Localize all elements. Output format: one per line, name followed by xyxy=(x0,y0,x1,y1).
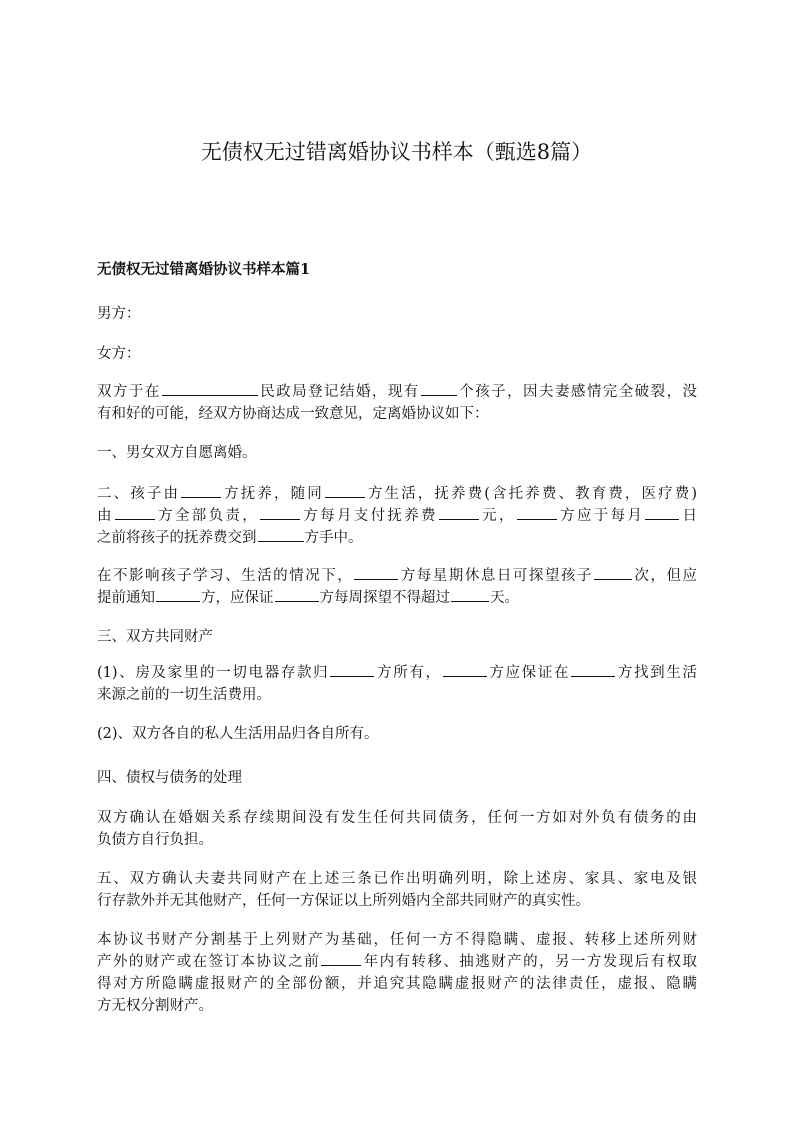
paragraph-line: 之前将孩子的抚养费交到 方手中。 xyxy=(97,527,697,549)
paragraph-line: (1)、房及家里的一切电器存款归 方所有， 方应保证在 方找到生活 xyxy=(97,662,697,684)
fill-blank xyxy=(443,662,487,677)
paragraph-line: 五、双方确认夫妻共同财产在上述三条已作出明确列明，除上述房、家具、家电及银 xyxy=(97,871,697,887)
child-custody-paragraph xyxy=(97,483,697,549)
paragraph-line: 二、孩子由 方抚养，随同 方生活，抚养费(含托养费、教育费，医疗费) xyxy=(97,483,697,505)
fill-blank xyxy=(571,662,615,677)
document-title: 无债权无过错离婚协议书样本（甄选8篇） xyxy=(200,140,593,164)
clause-three: 三、双方共同财产 xyxy=(97,629,213,645)
paragraph-line: 双方确认在婚姻关系存续期间没有发生任何共同债务，任何一方如对外负有债务的由 xyxy=(97,810,697,826)
paragraph-line: 产外的财产或在签订本协议之前 年内有转移、抽逃财产的，另一方发现后有权取 xyxy=(97,951,697,973)
fill-blank xyxy=(258,527,304,542)
paragraph-line: 来源之前的一切生活费用。 xyxy=(97,687,271,703)
paragraph-line: 行存款外并无其他财产，任何一方保证以上所列婚内全部共同财产的真实性。 xyxy=(97,893,590,909)
fill-blank xyxy=(321,951,361,966)
paragraph-line: 本协议书财产分割基于上列财产为基础，任何一方不得隐瞒、虚报、转移上述所列财 xyxy=(97,932,697,948)
fill-blank xyxy=(156,587,200,602)
paragraph-line: 有和好的可能，经双方协商达成一致意见，定离婚协议如下： xyxy=(97,406,489,422)
fill-blank xyxy=(439,505,479,520)
fill-blank xyxy=(645,505,679,520)
fill-blank xyxy=(260,505,300,520)
paragraph-line: 得对方所隐瞒虚报财产的全部份额，并追究其隐瞒虚报财产的法律责任，虚报、隐瞒 xyxy=(97,976,697,992)
debt-paragraph xyxy=(97,807,697,851)
fill-blank xyxy=(162,381,258,396)
personal-items-paragraph: (2)、双方各自的私人生活用品归各自所有。 xyxy=(97,726,379,742)
clause-five-paragraph xyxy=(97,868,697,912)
paragraph-line: 负债方自行负担。 xyxy=(97,832,213,848)
paragraph-line: 提前通知 方，应保证 方每周探望不得超过 天。 xyxy=(97,587,697,609)
paragraph-line: 在不影响孩子学习、生活的情况下， 方每星期休息日可探望孩子 次，但应 xyxy=(97,565,697,587)
fill-blank xyxy=(330,662,374,677)
fill-blank xyxy=(354,565,398,580)
visitation-paragraph xyxy=(97,565,697,609)
fill-blank xyxy=(594,565,632,580)
paragraph-line: 由 方全部负责， 方每月支付抚养费 元， 方应于每月 日 xyxy=(97,505,697,527)
marriage-paragraph xyxy=(97,381,697,425)
fill-blank xyxy=(421,381,457,396)
fill-blank xyxy=(451,587,489,602)
clause-one: 一、男女双方自愿离婚。 xyxy=(97,445,257,461)
fill-blank xyxy=(181,483,221,498)
section-heading: 无债权无过错离婚协议书样本篇1 xyxy=(97,261,311,278)
property-division-paragraph xyxy=(97,929,697,1017)
female-party-line: 女方： xyxy=(97,346,141,362)
paragraph-line: 方无权分割财产。 xyxy=(97,998,213,1014)
property-paragraph xyxy=(97,662,697,706)
fill-blank xyxy=(325,483,365,498)
fill-blank xyxy=(275,587,319,602)
male-party-line: 男方： xyxy=(97,306,141,322)
paragraph-line: 双方于在 民政局登记结婚，现有 个孩子，因夫妻感情完全破裂，没 xyxy=(97,381,697,403)
fill-blank xyxy=(517,505,557,520)
fill-blank xyxy=(115,505,155,520)
clause-four: 四、债权与债务的处理 xyxy=(97,770,242,786)
